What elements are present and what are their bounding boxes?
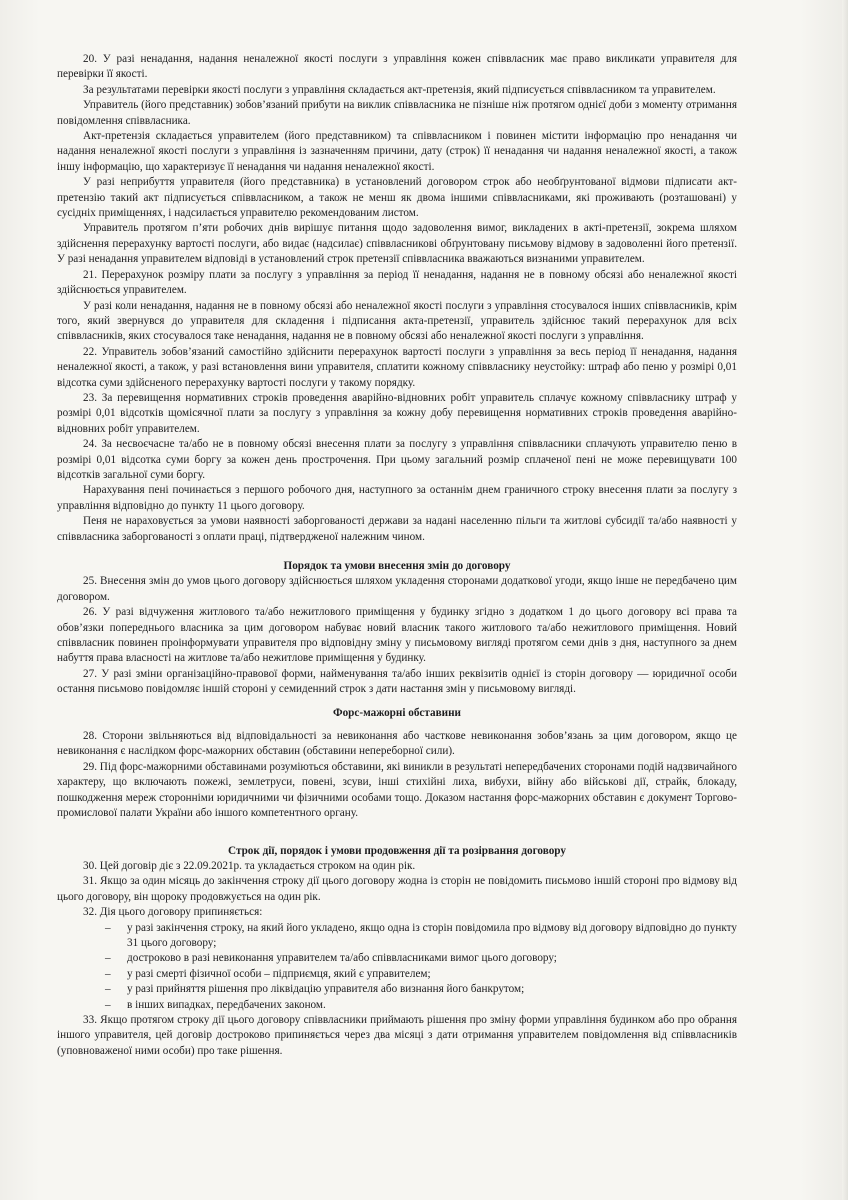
paragraph: 25. Внесення змін до умов цього договору здійснюється шляхом укладення сторонами додаткової угоди, якщо інше не передбачено цим договором. <box>57 575 737 603</box>
document-body <box>57 52 737 1059</box>
paragraph: У разі коли ненадання, надання не в повному обсязі або неналежної якості послуги з управління стосувалося інших співвласників, крім того, який звернувся до управителя для складення і підписання акта-претензії, управитель здійснює такий перерахунок для всіх співвласників, яких стосувалося таке ненадання, надання не в повному обсязі або неналежної якості послуги з управління. <box>57 299 737 343</box>
list-item: – у разі прийняття рішення про ліквідацію управителя або визнання його банкрутом; <box>57 982 737 997</box>
paragraph: 30. Цей договір діє з 22.09.2021р. та укладається строком на один рік. <box>83 859 416 872</box>
paragraph: Нарахування пені починається з першого робочого дня, наступного за останнім днем граничного строку внесення плати за послугу з управління відповідно до пункту 11 цього договору. <box>57 484 737 512</box>
paragraph: Управитель (його представник) зобов’язаний прибути на виклик співвласника не пізніше ніж протягом однієї доби з моменту отримання повідомлення співвласника. <box>57 99 737 127</box>
paragraph: Акт-претензія складається управителем (його представником) та співвласником і повинен містити інформацію про ненадання чи надання неналежної якості послуги з управління із зазначенням причини, дату (строк) її ненадання чи надання неналежної якості, а також іншу інформацію, що характеризує її ненадання чи надання неналежної якості. <box>57 130 737 173</box>
paragraph: 20. У разі ненадання, надання неналежної якості послуги з управління кожен співвласник має право викликати управителя для перевірки її якості. <box>57 53 737 81</box>
termination-list <box>57 921 737 1013</box>
paragraph: 33. Якщо протягом строку дії цього договору співвласники приймають рішення про зміну форми управління будинком або про обрання іншого управителя, цей договір достроково припиняється через два місяці з дати отримання управителем повідомлення від співвласників (уповноваженої ними особи) про таке рішення. <box>57 1013 737 1057</box>
section-heading-term: Строк дії, порядок і умови продовження дії та розірвання договору <box>228 844 566 857</box>
paragraph: 31. Якщо за один місяць до закінчення строку дії цього договору жодна із сторін не повідомить письмово іншій стороні про відмову від цього договору, він щороку продовжується на один рік. <box>57 875 737 903</box>
paragraph: У разі неприбуття управителя (його представника) в установлений договором строк або необґрунтованої відмови підписати акт-претензію такий акт підписується співвласником, а також не менш як двома іншими співвласниками, які проживають (розташовані) у суcідніх приміщеннях, і надсилається управителю рекомендованим листом. <box>57 176 737 220</box>
paragraph: 24. За несвоєчасне та/або не в повному обсязі внесення плати за послугу з управління співвласники сплачують управителю пеню в розмірі 0,01 відсотка суми боргу за кожен день прострочення. При цьому загальний розмір сплаченої пені не може перевищувати 100 відсотків загальної суми боргу. <box>57 438 737 481</box>
list-item: – в інших випадках, передбачених законом. <box>57 998 737 1013</box>
paragraph: Управитель протягом п’яти робочих днів вирішує питання щодо задоволення вимог, викладених в акті-претензії, зокрема шляхом здійснення перерахунку вартості послуги, або видає (надсилає) співвласникові обґрунтовану письмову відмову в задоволенні його претензії. У разі ненадання управителем відповіді в установлений строк претензії співвласника вважаються визнаними управителем. <box>57 222 737 266</box>
list-item: – у разі закінчення строку, на який його укладено, якщо одна із сторін повідомила про відмову від договору відповідно до пункту 31 цього договору; <box>57 921 737 952</box>
paragraph: 32. Дія цього договору припиняється: <box>83 906 263 919</box>
paragraph: 21. Перерахунок розміру плати за послугу з управління за період її ненадання, надання не в повному обсязі або неналежної якості здійснюється управителем. <box>57 268 737 297</box>
section-heading-force-majeure: Форс-мажорні обставини <box>332 706 461 719</box>
list-item: – у разі смерті фізичної особи – підприємця, який є управителем; <box>57 967 737 982</box>
paragraph: 27. У разі зміни організаційно-правової форми, найменування та/або інших реквізитів однієї із сторін договору — юридичної особи остання письмово повідомляє іншій стороні у семиденний строк з дати настання змін у письмовому вигляді. <box>57 667 737 696</box>
paragraph: 29. Під форс-мажорними обставинами розуміються обставини, які виникли в результаті непередбачених сторонами подій надзвичайного характеру, що включають пожежі, землетруси, повені, зсуви, інші стихійні лиха, вибухи, війну або військові дії, страйк, блокаду, пошкодження мереж сторонніми юридичними чи фізичними особами тощо. Доказом настання форс-мажорних обставин є документ Торгово-промислової палати України або іншого компетентного органу. <box>57 760 737 820</box>
paragraph: 22. Управитель зобов’язаний самостійно здійснити перерахунок вартості послуги з управління за весь період її ненадання, надання неналежної якості, а також, у разі встановлення вини управителя, сплатити кожному співвласнику неустойку: штраф або пеню у розмірі 0,01 відсотка суми здійсненого перерахунку вартості послуги у такому порядку. <box>57 345 737 389</box>
paragraph: Пеня не нараховується за умови наявності заборгованості держави за надані населенню пільги та житлові субсидії та/або наявності у співвласника заборгованості з оплати праці, підтвердженої належним чином. <box>57 515 737 543</box>
page-edge-shadow <box>842 0 848 1200</box>
paragraph: 28. Сторони звільняються від відповідальності за невиконання або часткове невиконання зобов’язань за цим договором, якщо це невиконання є наслідком форс-мажорних обставин (обставини непереборної сили). <box>57 730 737 758</box>
paragraph: 23. За перевищення нормативних строків проведення аварійно-відновних робіт управитель сплачує кожному співвласнику штраф у розмірі 0,01 відсотків щомісячної плати за послугу з управління за кожну добу перевищення нормативних строків проведення аварійно-відновних робіт управителем. <box>57 391 737 435</box>
paragraph: За результатами перевірки якості послуги з управління складається акт-претензія, який підписується співвласником та управителем. <box>83 83 716 96</box>
section-heading-changes: Порядок та умови внесення змін до договору <box>283 560 511 572</box>
list-item: – достроково в разі невиконання управителем та/або співвласниками вимог цього договору; <box>57 951 737 966</box>
paragraph: 26. У разі відчуження житлового та/або нежитлового приміщення у будинку згідно з додатком 1 до цього договору всі права та обов’язки попереднього власника за цим договором набуває новий власник такого житлового та/або нежитлового приміщення. Новий співвласник повинен проінформувати управителя про відповідну зміну у письмовому вигляді протягом семи днів з дня, наступного за днем набуття права власності на житлове та/або нежитлове приміщення у будинку. <box>57 606 737 665</box>
